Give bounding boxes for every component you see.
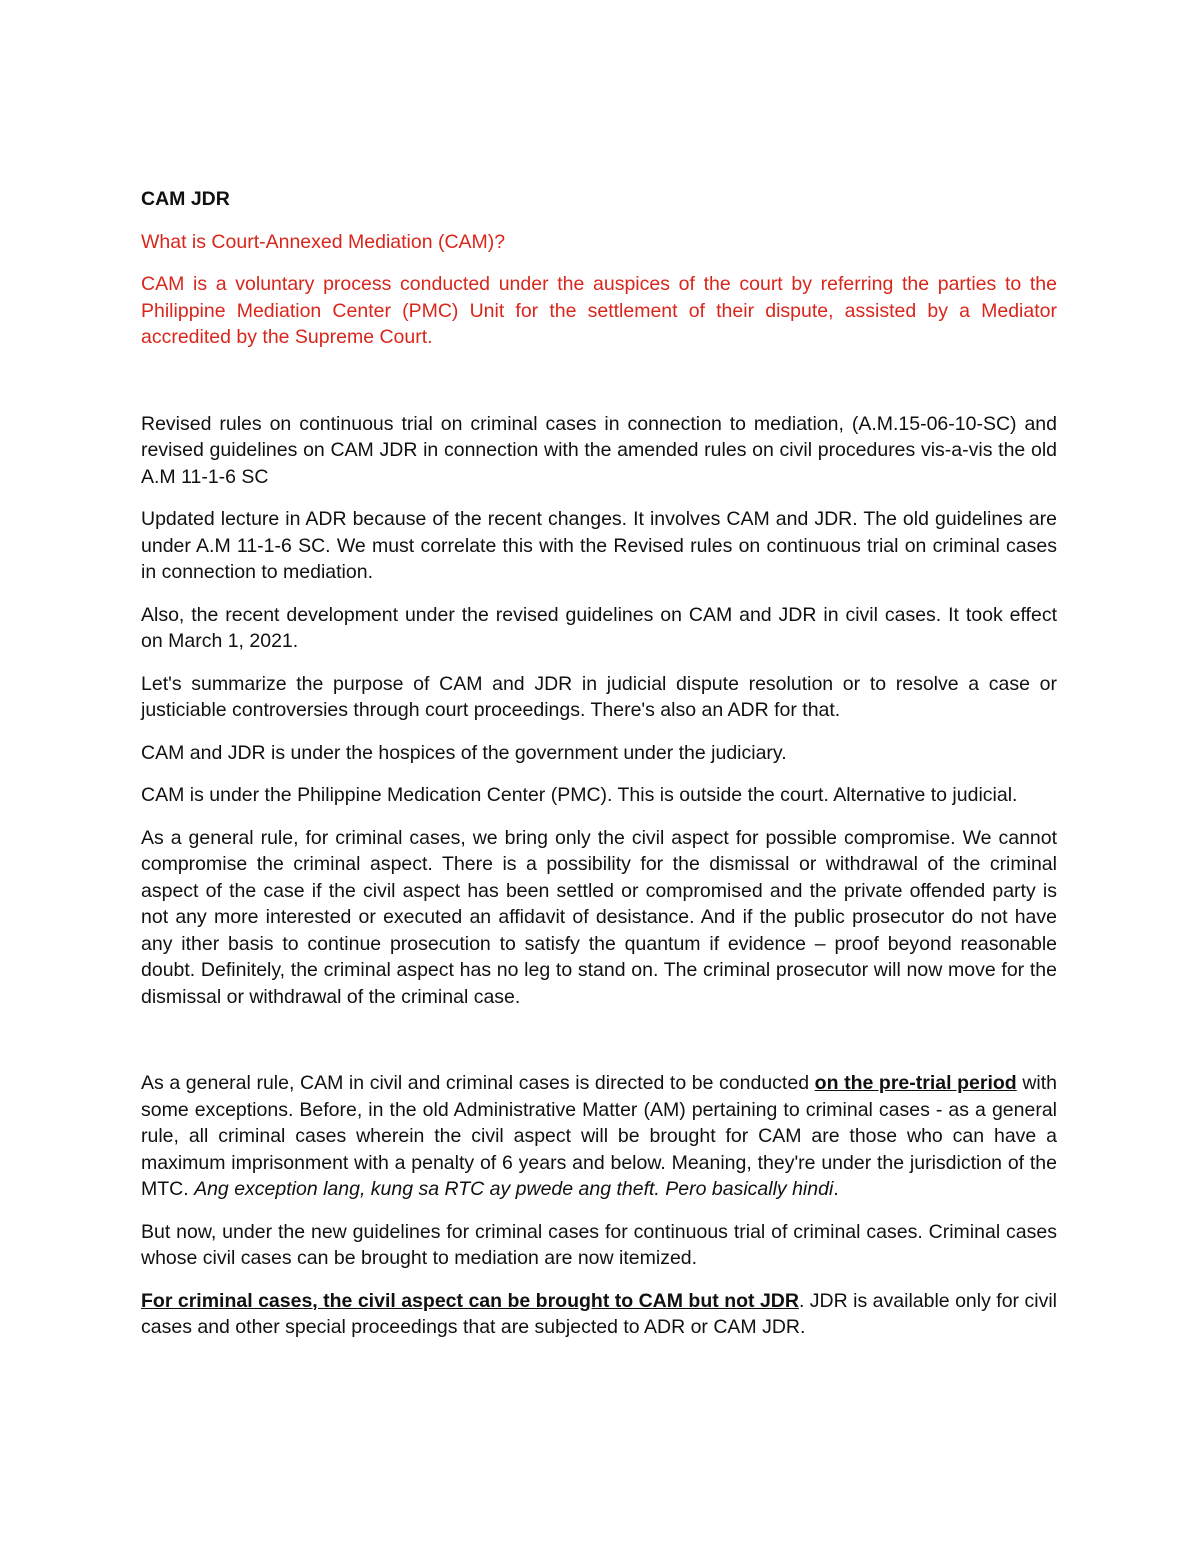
paragraph-judiciary: CAM and JDR is under the hospices of the government under the judiciary. bbox=[141, 741, 787, 764]
paragraph-criminal-cases: As a general rule, for criminal cases, we bring only the civil aspect for possible compromise. We cannot compromise the criminal aspect. There is a possibility for the dismissal or withdrawal of the criminal aspect of the case if the civil aspect has been settled or compromised and the private offended party is not any more interested or executed an affidavit of desistance. And if the public prosecutor do not have any ither basis to continue prosecution to satisfy the quantum if evidence – proof beyond reasonable doubt. Definitely, the criminal aspect has no leg to stand on. The criminal prosecutor will now move for the dismissal or withdrawal of the criminal case. bbox=[141, 826, 1057, 1008]
document-page bbox=[141, 186, 1057, 1357]
paragraph-updated-lecture: Updated lecture in ADR because of the recent changes. It involves CAM and JDR. The old guidelines are under A.M 11-1-6 SC. We must correlate this with the Revised rules on continuous trial on criminal cases in connection to mediation. bbox=[141, 508, 1057, 583]
question-heading: What is Court-Annexed Mediation (CAM)? bbox=[141, 230, 506, 253]
paragraph-revised-rules: Revised rules on continuous trial on criminal cases in connection to mediation, (A.M.15-06-10-SC) and revised guidelines on CAM JDR in connection with the amended rules on civil procedures vis-a-vis the old A.M 11-1-6 SC bbox=[141, 412, 1057, 488]
italic-note: Ang exception lang, kung sa RTC ay pwede ang theft. Pero basically hindi bbox=[194, 1178, 834, 1200]
answer-paragraph: CAM is a voluntary process conducted under the auspices of the court by referring the parties to the Philippine Mediation Center (PMC) Unit for the settlement of their dispute, assisted by a Mediator accredited by the Supreme Court. bbox=[141, 273, 1057, 348]
document-title: CAM JDR bbox=[141, 188, 230, 210]
text-run: . bbox=[833, 1178, 839, 1200]
paragraph-new-guidelines: But now, under the new guidelines for criminal cases for continuous trial of criminal cases. Criminal cases whose civil cases can be brought to mediation are now itemized. bbox=[141, 1220, 1057, 1269]
paragraph-summary: Let's summarize the purpose of CAM and JDR in judicial dispute resolution or to resolve a case or justiciable controversies through court proceedings. There's also an ADR for that. bbox=[141, 672, 1057, 721]
paragraph-recent-development: Also, the recent development under the revised guidelines on CAM and JDR in civil cases. It took effect on March 1, 2021. bbox=[141, 603, 1057, 652]
spacer bbox=[141, 367, 1057, 411]
text-run: with some exceptions. Before, in the old Administrative Matter (AM) pertaining to criminal cases - as a general rule, all criminal cases wherein the civil aspect will be brought for CAM are those who can have a maximum imprisonment with a penalty of 6 years and below. Meaning, they're under the jurisdiction of the MTC. bbox=[141, 1072, 1057, 1200]
spacer bbox=[141, 1026, 1057, 1070]
paragraph-cam-not-jdr bbox=[141, 1288, 1057, 1341]
emphasis-pre-trial: on the pre-trial period bbox=[814, 1072, 1017, 1094]
emphasis-cam-not-jdr: For criminal cases, the civil aspect can be brought to CAM but not JDR bbox=[141, 1289, 799, 1312]
paragraph-pre-trial bbox=[141, 1070, 1057, 1203]
text-run: . JDR is available only for civil cases and other special proceedings that are subjected to ADR or CAM JDR. bbox=[141, 1289, 1057, 1338]
text-run: As a general rule, CAM in civil and criminal cases is directed to be conducted bbox=[141, 1072, 815, 1094]
paragraph-pmc: CAM is under the Philippine Medication Center (PMC). This is outside the court. Alternative to judicial. bbox=[141, 784, 1018, 806]
